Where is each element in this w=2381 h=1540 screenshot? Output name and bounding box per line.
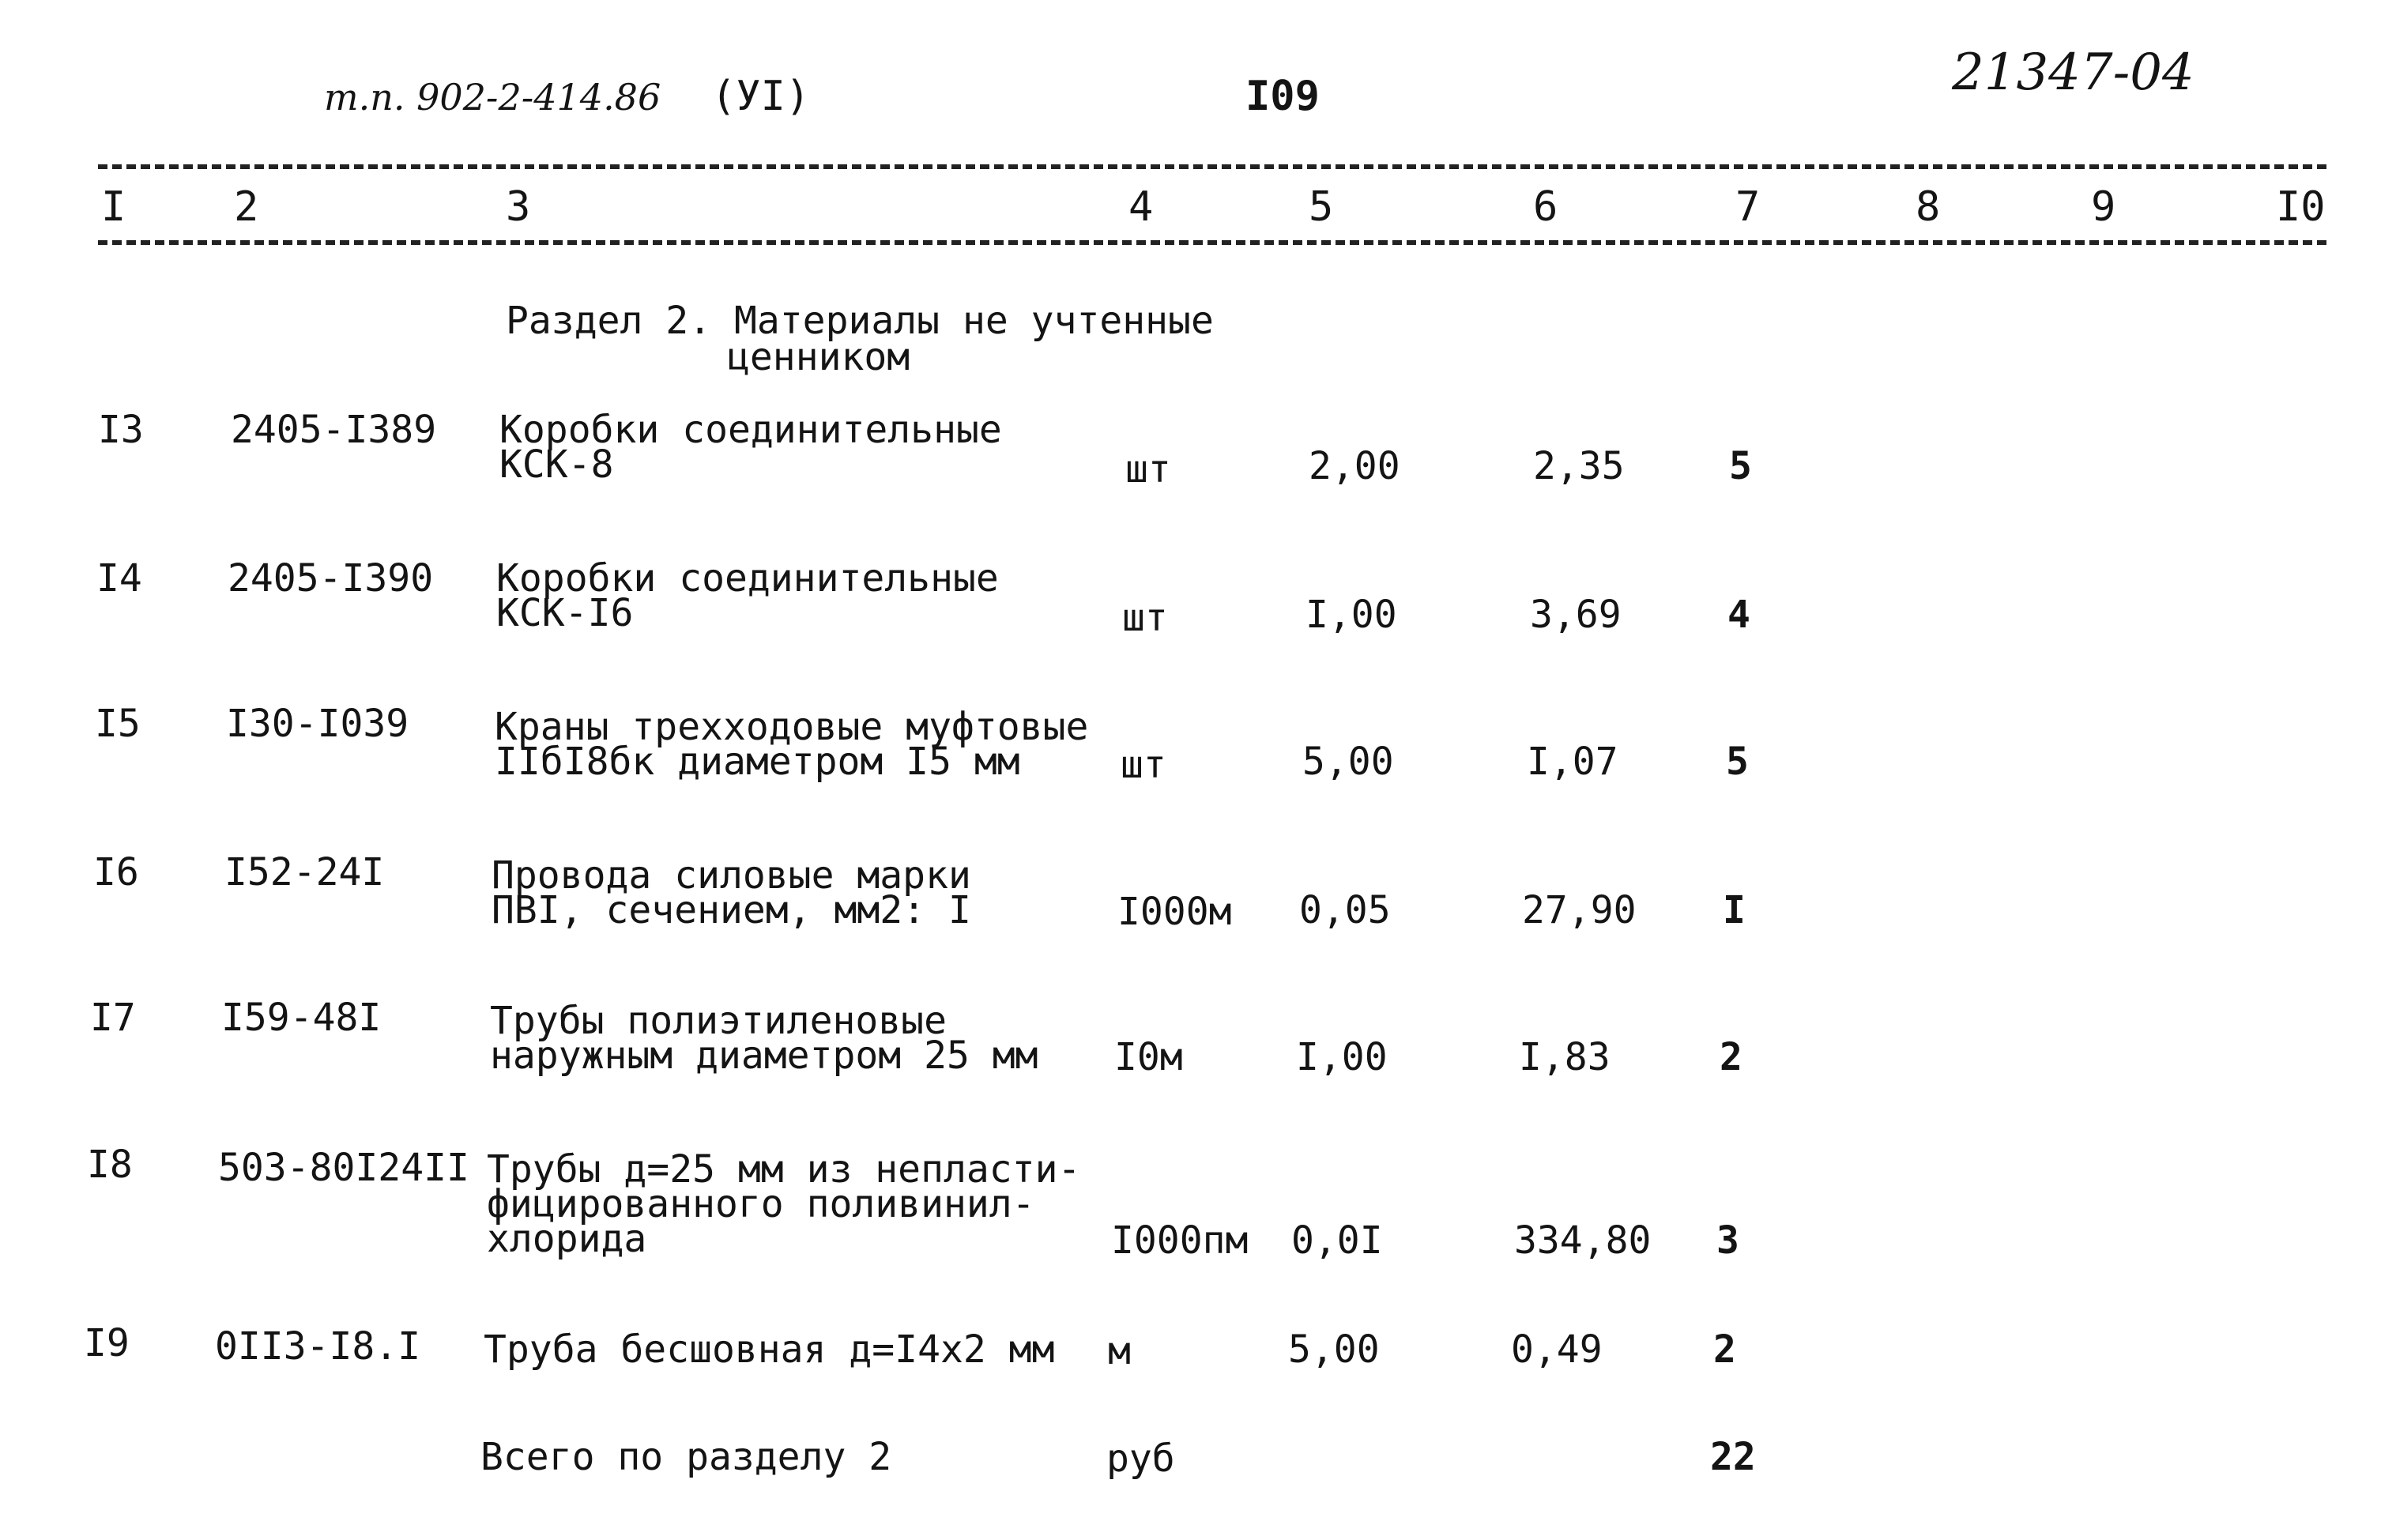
unit: I000м — [1117, 890, 1232, 934]
header-bottom-rule — [98, 240, 2326, 245]
row-number: I3 — [98, 408, 144, 452]
unit-price: 27,90 — [1522, 888, 1637, 932]
unit: I0м — [1114, 1035, 1183, 1079]
item-code: 0II3-I8.I — [215, 1324, 421, 1369]
quantity: I,00 — [1296, 1035, 1388, 1079]
item-name: Трубы полиэтиленовые — [490, 999, 947, 1043]
total-cost: 2 — [1713, 1327, 1736, 1372]
item-name: Трубы д=25 мм из непласти- — [487, 1147, 1081, 1192]
quantity: 5,00 — [1302, 740, 1394, 784]
item-name-continued: хлорида — [487, 1217, 647, 1261]
row-number: I4 — [96, 556, 142, 601]
total-cost: 4 — [1727, 593, 1750, 637]
total-cost: 3 — [1716, 1218, 1739, 1263]
column-header: 7 — [1735, 183, 1761, 231]
row-number: I5 — [95, 702, 141, 746]
unit-price: 0,49 — [1511, 1327, 1603, 1372]
item-name-continued: фицированного поливинил- — [487, 1182, 1035, 1226]
item-code: 503-80I24II — [218, 1146, 469, 1190]
column-header: I0 — [2276, 183, 2326, 231]
item-name: Краны трехходовые муфтовые — [495, 705, 1089, 749]
unit-price: I,83 — [1519, 1035, 1611, 1079]
quantity: 5,00 — [1288, 1327, 1380, 1372]
volume-marker: (УI) — [711, 73, 811, 120]
section-total-value: 22 — [1710, 1435, 1756, 1479]
item-name: Провода силовые марки — [492, 853, 971, 898]
item-name: Труба бесшовная д=I4х2 мм — [484, 1327, 1055, 1372]
column-header: I — [101, 183, 126, 231]
quantity: 0,05 — [1299, 888, 1391, 932]
column-header: 8 — [1916, 183, 1941, 231]
column-header: 5 — [1309, 183, 1334, 231]
row-number: I8 — [87, 1143, 133, 1187]
total-cost: 5 — [1729, 444, 1752, 488]
document-reference: т.п. 902-2-414.86 — [324, 76, 661, 119]
unit: м — [1108, 1329, 1131, 1373]
column-header: 3 — [506, 183, 531, 231]
item-name: Коробки соединительные — [496, 556, 999, 601]
section-title-continued: ценником — [727, 335, 910, 379]
total-cost: 2 — [1720, 1035, 1742, 1079]
item-code: I30-I039 — [226, 702, 409, 746]
item-name-continued: IIбI8бк диаметром I5 мм — [495, 740, 1020, 784]
unit: шт — [1125, 447, 1171, 491]
section-title: Раздел 2. Материалы не учтенные — [506, 299, 1214, 343]
quantity: 0,0I — [1291, 1218, 1383, 1263]
item-name-continued: ПВI, сечением, мм2: I — [492, 888, 971, 932]
unit-price: 2,35 — [1533, 444, 1625, 488]
section-total-label: Всего по разделу 2 — [480, 1435, 892, 1479]
unit: шт — [1122, 596, 1168, 640]
row-number: I9 — [84, 1321, 130, 1365]
row-number: I7 — [90, 996, 136, 1040]
item-code: 2405-I389 — [231, 408, 437, 452]
unit: I000пм — [1111, 1218, 1249, 1263]
quantity: I,00 — [1305, 593, 1397, 637]
item-name-continued: наружным диаметром 25 мм — [490, 1034, 1038, 1078]
item-name: Коробки соединительные — [499, 408, 1002, 452]
unit-price: 3,69 — [1530, 593, 1622, 637]
column-header: 9 — [2091, 183, 2116, 231]
item-code: I52-24I — [224, 850, 385, 894]
header-top-rule — [98, 164, 2326, 169]
item-code: I59-48I — [221, 996, 382, 1040]
unit: шт — [1121, 743, 1166, 787]
item-name-continued: КСК-I6 — [496, 591, 634, 635]
unit-price: I,07 — [1527, 740, 1618, 784]
page-number: I09 — [1245, 73, 1320, 120]
inventory-number: 21347-04 — [1952, 43, 2195, 102]
item-code: 2405-I390 — [228, 556, 434, 601]
total-cost: I — [1723, 888, 1746, 932]
total-cost: 5 — [1726, 740, 1749, 784]
column-header: 4 — [1128, 183, 1154, 231]
row-number: I6 — [93, 850, 139, 894]
section-total-unit: руб — [1106, 1436, 1175, 1481]
quantity: 2,00 — [1309, 444, 1400, 488]
unit-price: 334,80 — [1514, 1218, 1652, 1263]
item-name-continued: КСК-8 — [499, 442, 614, 487]
column-header: 6 — [1533, 183, 1558, 231]
column-header: 2 — [234, 183, 259, 231]
